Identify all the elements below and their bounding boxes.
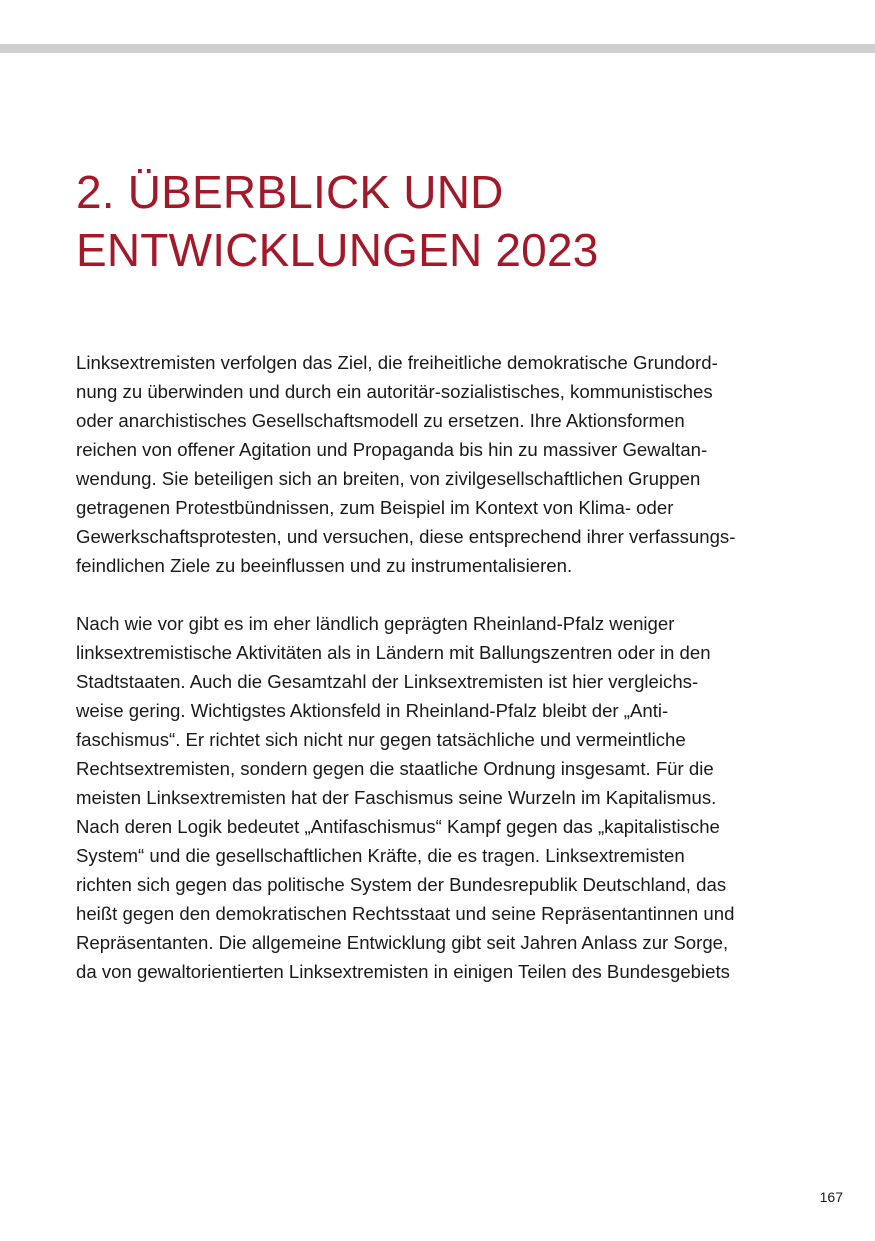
top-divider (0, 44, 875, 53)
text-line: Linksextremisten verfolgen das Ziel, die freiheitliche demokratische Grundord- (76, 352, 718, 373)
text-line: faschismus“. Er richtet sich nicht nur gegen tatsächliche und vermeintliche (76, 729, 686, 750)
text-line: wendung. Sie beteiligen sich an breiten, von zivilgesellschaftlichen Gruppen (76, 468, 701, 489)
text-line: richten sich gegen das politische System der Bundesrepublik Deutschland, das (76, 874, 727, 895)
text-line: da von gewaltorientierten Linksextremisten in einigen Teilen des Bundesgebiets (76, 961, 730, 982)
text-line: feindlichen Ziele zu beeinflussen und zu instrumentalisieren. (76, 555, 573, 576)
paragraph (76, 609, 806, 986)
text-line: heißt gegen den demokratischen Rechtsstaat und seine Repräsentantinnen und (76, 903, 735, 924)
text-line: getragenen Protestbündnissen, zum Beispiel im Kontext von Klima- oder (76, 497, 674, 518)
heading-line: ENTWICKLUNGEN 2023 (76, 224, 599, 276)
text-line: Nach wie vor gibt es im eher ländlich geprägten Rheinland-Pfalz weniger (76, 613, 675, 634)
text-line: nung zu überwinden und durch ein autoritär-sozialistisches, kommunistisches (76, 381, 713, 402)
page-number: 167 (819, 1189, 843, 1205)
text-line: linksextremistische Aktivitäten als in Ländern mit Ballungszentren oder in den (76, 642, 711, 663)
paragraph (76, 348, 806, 580)
text-line: oder anarchistisches Gesellschaftsmodell zu ersetzen. Ihre Aktionsformen (76, 410, 685, 431)
text-line: Nach deren Logik bedeutet „Antifaschismus“ Kampf gegen das „kapitalistische (76, 816, 720, 837)
body-text (76, 348, 806, 986)
text-line: weise gering. Wichtigstes Aktionsfeld in Rheinland-Pfalz bleibt der „Anti- (76, 700, 669, 721)
text-line: Repräsentanten. Die allgemeine Entwicklung gibt seit Jahren Anlass zur Sorge, (76, 932, 729, 953)
text-line: meisten Linksextremisten hat der Faschismus seine Wurzeln im Kapitalismus. (76, 787, 717, 808)
text-line: Gewerkschaftsprotesten, und versuchen, diese entsprechend ihrer verfassungs- (76, 526, 736, 547)
section-heading (76, 163, 599, 279)
text-line: Rechtsextremisten, sondern gegen die staatliche Ordnung insgesamt. Für die (76, 758, 714, 779)
text-line: reichen von offener Agitation und Propaganda bis hin zu massiver Gewaltan- (76, 439, 708, 460)
heading-line: 2. ÜBERBLICK UND (76, 166, 504, 218)
text-line: Stadtstaaten. Auch die Gesamtzahl der Linksextremisten ist hier vergleichs- (76, 671, 699, 692)
text-line: System“ und die gesellschaftlichen Kräfte, die es tragen. Linksextremisten (76, 845, 685, 866)
